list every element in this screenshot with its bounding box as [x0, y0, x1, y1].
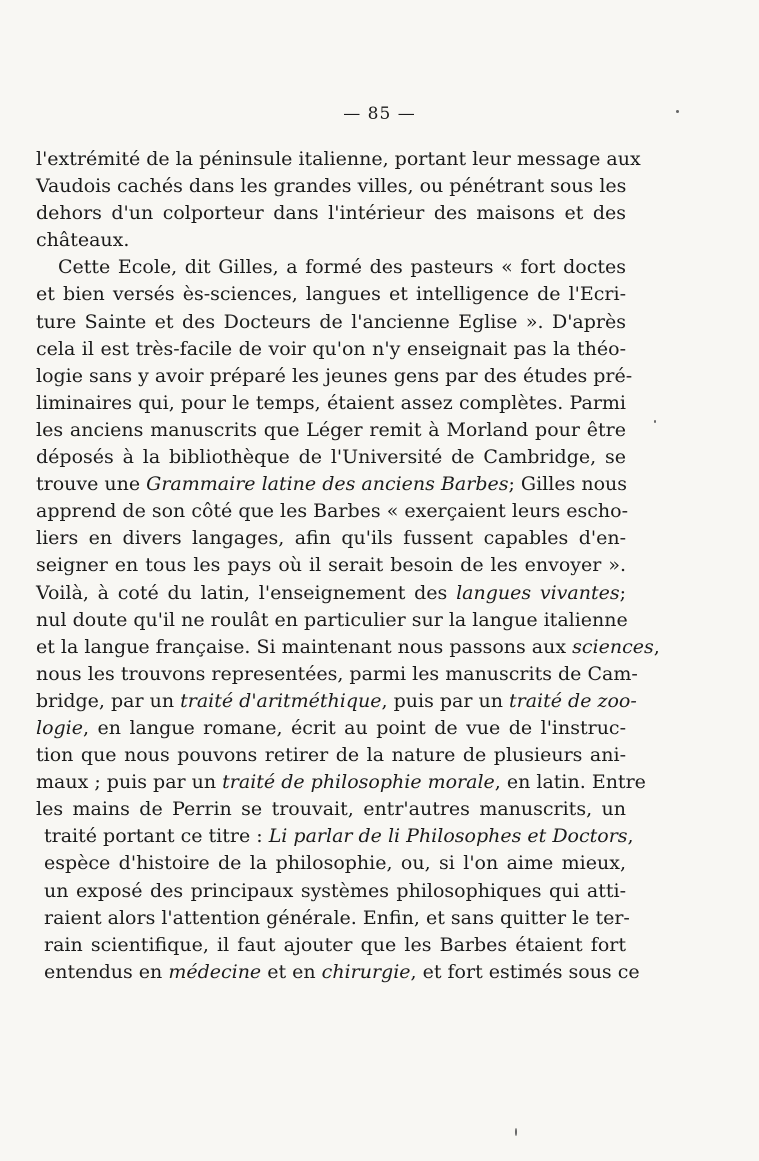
italic-text: traité d'aritméthique: [180, 689, 382, 712]
italic-text: traité de philosophie morale: [222, 771, 495, 794]
text-run: et la langue française. Si maintenant nous passons aux: [36, 635, 573, 658]
text-run: ,: [653, 635, 660, 658]
text-run: , en latin. Entre: [494, 771, 646, 794]
italic-text: sciences: [572, 635, 654, 658]
text-run: l'extrémité de la péninsule italienne, portant leur message aux: [36, 148, 641, 170]
text-run: ;: [619, 581, 626, 604]
text-run: déposés à la bibliothèque de l'Université de Cambridge, se: [36, 446, 626, 469]
text-run: bridge, par un: [36, 689, 181, 712]
text-run: et bien versés ès-sciences, langues et intelligence de l'Ecri-: [36, 283, 626, 306]
text-line: [36, 444, 626, 471]
text-run: cela il est très-facile de voir qu'on n'y enseignait pas la théo-: [36, 337, 626, 360]
text-line: [36, 634, 660, 661]
text-run: tion que nous pouvons retirer de la nature de plusieurs ani-: [36, 744, 626, 767]
text-run: Cette Ecole, dit Gilles, a formé des pasteurs « fort doctes: [58, 256, 626, 279]
text-line: [36, 525, 626, 552]
text-run: espèce d'histoire de la philosophie, ou, si l'on aime mieux,: [44, 852, 626, 875]
text-line: [36, 417, 626, 444]
text-run: ,: [627, 825, 634, 848]
italic-text: logie: [36, 716, 83, 739]
page-number: — 85 —: [343, 104, 416, 124]
text-line: [36, 336, 626, 363]
text-run: Vaudois cachés dans les grandes villes, ou pénétrant sous les: [36, 175, 627, 198]
text-line: [36, 309, 626, 336]
text-line: [36, 769, 646, 796]
italic-text: Grammaire latine des anciens Barbes: [146, 473, 509, 496]
text-line: [36, 498, 629, 525]
text-line: [36, 796, 626, 823]
text-run: liers en divers langages, afin qu'ils fussent capables d'en-: [36, 527, 626, 550]
text-line: [36, 580, 626, 607]
text-run: , et fort estimés sous ce: [410, 960, 640, 983]
text-run: rain scientifique, il faut ajouter que les Barbes étaient fort: [44, 933, 626, 956]
italic-text: Li parlar de li Philosophes et Doctors: [268, 825, 628, 848]
text-run: apprend de son côté que les Barbes « exerçaient leurs escho-: [36, 500, 629, 523]
paper-speck: [676, 110, 679, 113]
text-line: [36, 281, 626, 308]
text-run: trouve une: [36, 473, 147, 496]
text-line: [36, 932, 626, 959]
text-run: logie sans y avoir préparé les jeunes gens par des études pré-: [36, 364, 633, 387]
text-run: nous les trouvons representées, parmi les manuscrits de Cam-: [36, 662, 638, 685]
italic-text: traité de zoo-: [509, 689, 637, 712]
text-run: dehors d'un colporteur dans l'intérieur des maisons et des: [36, 202, 626, 225]
text-line: [36, 878, 626, 905]
text-line: [36, 471, 626, 498]
text-line: [36, 200, 626, 227]
text-run: entendus en: [44, 960, 169, 983]
text-run: nul doute qu'il ne roulât en particulier sur la langue italienne: [36, 608, 628, 631]
text-line: [36, 905, 630, 932]
text-line: [36, 661, 638, 688]
text-run: raient alors l'attention générale. Enfin, et sans quitter le ter-: [44, 906, 630, 929]
text-line: [36, 254, 626, 281]
paper-speck: [515, 1128, 517, 1136]
text-line: [36, 823, 634, 850]
text-run: et en: [261, 960, 322, 983]
italic-text: chirurgie: [321, 960, 411, 983]
text-line: [36, 173, 626, 200]
body-text: [36, 146, 660, 986]
text-line: [36, 959, 640, 986]
text-run: liminaires qui, pour le temps, étaient assez complètes. Parmi: [36, 391, 626, 414]
paper-speck: [654, 420, 656, 423]
text-run: les anciens manuscrits que Léger remit à Morland pour être: [36, 418, 626, 441]
text-line: [36, 688, 637, 715]
text-run: ture Sainte et des Docteurs de l'ancienne Eglise ». D'après: [36, 310, 626, 333]
text-line: [36, 146, 641, 173]
text-run: un exposé des principaux systèmes philosophiques qui atti-: [44, 879, 626, 902]
text-line: [36, 390, 626, 417]
text-line: [36, 742, 626, 769]
text-run: traité portant ce titre :: [44, 825, 269, 848]
text-run: , puis par un: [381, 689, 509, 712]
text-line: [36, 607, 626, 634]
text-line: [36, 850, 626, 877]
text-run: les mains de Perrin se trouvait, entr'autres manuscrits, un: [36, 798, 626, 821]
text-line: [36, 715, 626, 742]
text-line: [36, 552, 626, 579]
text-run: seigner en tous les pays où il serait besoin de les envoyer ».: [36, 554, 626, 577]
italic-text: médecine: [168, 960, 262, 983]
text-run: ; Gilles nous: [508, 473, 628, 496]
italic-text: langues vivantes: [456, 581, 620, 604]
text-run: Voilà, à coté du latin, l'enseignement des: [36, 581, 457, 604]
text-run: maux ; puis par un: [36, 771, 223, 794]
text-run: châteaux.: [36, 229, 130, 252]
text-line: [36, 363, 633, 390]
text-line: [36, 227, 626, 254]
text-run: , en langue romane, écrit au point de vue de l'instruc-: [83, 716, 626, 739]
